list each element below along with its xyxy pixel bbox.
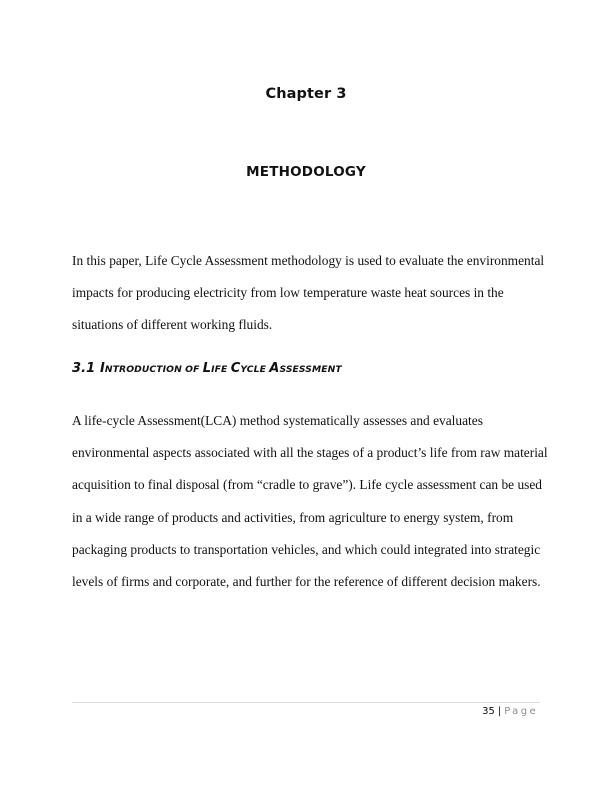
section-title-part: SSESSMENT — [279, 364, 342, 375]
section-title-part: L — [202, 361, 212, 376]
section-number: 3.1 — [72, 361, 100, 376]
footer-separator: | — [497, 706, 502, 717]
page-footer — [482, 706, 538, 717]
chapter-label: Chapter 3 — [265, 86, 347, 102]
section-title-part: A — [269, 361, 280, 376]
page-number: 35 — [482, 706, 495, 717]
chapter-title: METHODOLOGY — [246, 164, 366, 180]
footer-divider — [72, 702, 540, 703]
section-title-part: NTRODUCTION OF — [104, 364, 203, 375]
section-paragraph: A life-cycle Assessment(LCA) method systematically assesses and evaluates environmental aspects associated with all the stages of a product’s life from raw material acquisition to final disposal (from “cradle to grave”). Life cycle assessment can be used in a wide range of products and activities, from agriculture to energy system, from packaging products to transportation vehicles, and which could integrated into strategic levels of firms and corporate, and further for the reference of different decision makers. — [72, 413, 548, 590]
section-title-part: I — [99, 361, 105, 376]
intro-paragraph: In this paper, Life Cycle Assessment methodology is used to evaluate the environmental impacts for producing electricity from low temperature waste heat sources in the situations of different working fluids. — [72, 253, 545, 333]
section-title-part: IFE — [211, 364, 231, 375]
section-title-part: YCLE — [240, 364, 270, 375]
section-title-part: C — [230, 361, 241, 376]
section-heading — [72, 361, 342, 376]
page-label: Page — [504, 706, 538, 717]
